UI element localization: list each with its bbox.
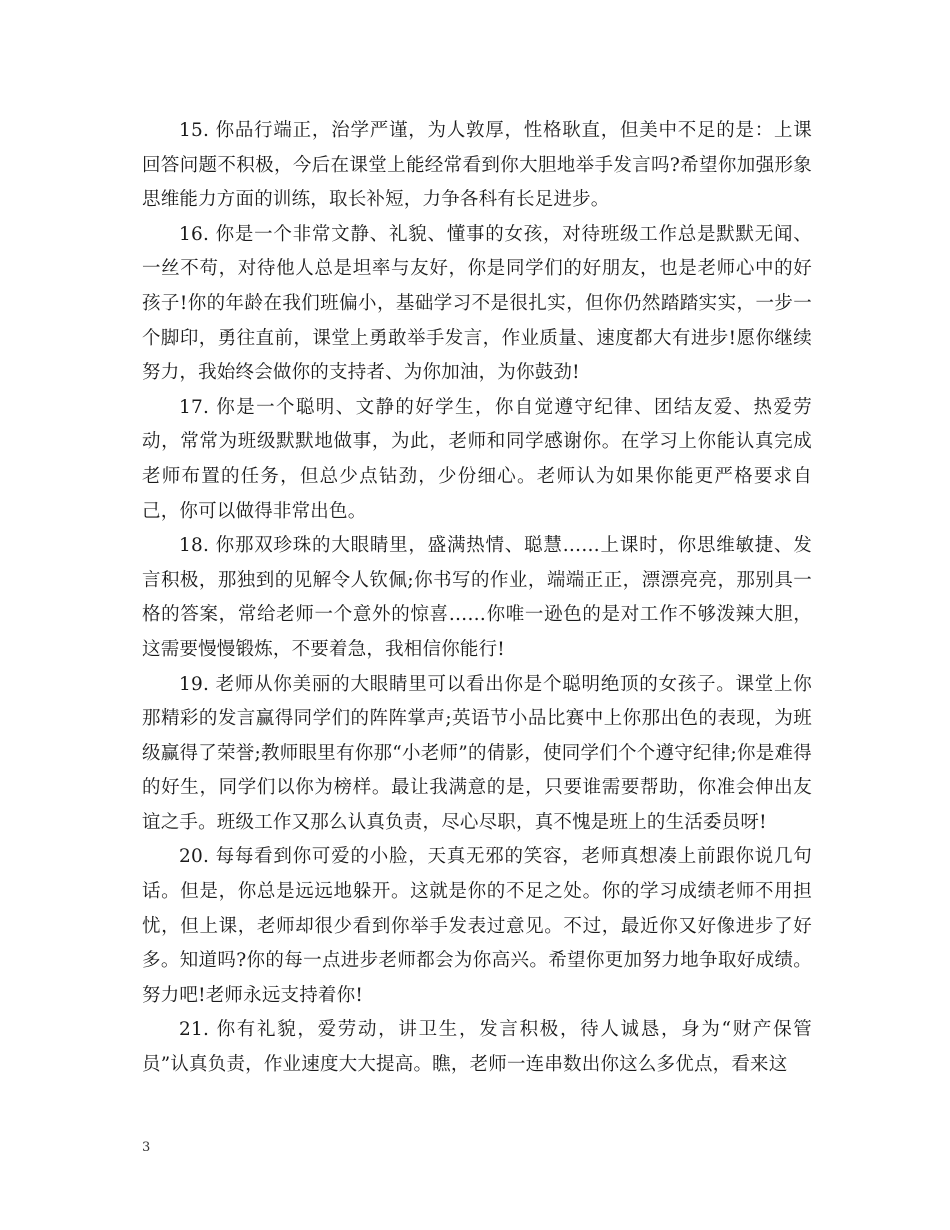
comment-paragraph-19: 19. 老师从你美丽的大眼睛里可以看出你是个聪明绝顶的女孩子。课堂上你那精彩的发言赢得同学们的阵阵掌声;英语节小品比赛中上你那出色的表现，为班级赢得了荣誉;教师眼里有你那“小老师”的倩影，使同学们个个遵守纪律;你是难得的好生，同学们以你为榜样。最让我满意的是，只要谁需要帮助，你准会伸出友谊之手。班级工作又那么认真负责，尽心尽职，真不愧是班上的生活委员呀! bbox=[142, 673, 812, 833]
comment-paragraph-15: 15. 你品行端正，治学严谨，为人敦厚，性格耿直，但美中不足的是：上课回答问题不积极，今后在课堂上能经常看到你大胆地举手发言吗?希望你加强形象思维能力方面的训练，取长补短，力争各科有长足进步。 bbox=[142, 120, 812, 211]
page-body bbox=[142, 114, 812, 1083]
comment-paragraph-17: 17. 你是一个聪明、文静的好学生，你自觉遵守纪律、团结友爱、热爱劳动，常常为班级默默地做事，为此，老师和同学感谢你。在学习上你能认真完成老师布置的任务，但总少点钻劲，少份细心。老师认为如果你能更严格要求自己，你可以做得非常出色。 bbox=[142, 396, 812, 522]
comment-paragraph-18: 18. 你那双珍珠的大眼睛里，盛满热情、聪慧……上课时，你思维敏捷、发言积极，那独到的见解令人钦佩;你书写的作业，端端正正，漂漂亮亮，那别具一格的答案，常给老师一个意外的惊喜……你唯一逊色的是对工作不够泼辣大胆，这需要慢慢锻炼，不要着急，我相信你能行! bbox=[142, 535, 812, 660]
comment-paragraph-20: 20. 每每看到你可爱的小脸，天真无邪的笑容，老师真想凑上前跟你说几句话。但是，你总是远远地躲开。这就是你的不足之处。你的学习成绩老师不用担忧，但上课，老师却很少看到你举手发表过意见。不过，最近你又好像进步了好多。知道吗?你的每一点进步老师都会为你高兴。希望你更加努力地争取好成绩。努力吧!老师永远支持着你! bbox=[142, 846, 812, 1006]
page-number: 3 bbox=[142, 1140, 151, 1155]
comment-paragraph-16: 16. 你是一个非常文静、礼貌、懂事的女孩，对待班级工作总是默默无闻、一丝不苟，对待他人总是坦率与友好，你是同学们的好朋友，也是老师心中的好孩子!你的年龄在我们班偏小，基础学习不是很扎实，但你仍然踏踏实实，一步一个脚印，勇往直前，课堂上勇敢举手发言，作业质量、速度都大有进步!愿你继续努力，我始终会做你的支持者、为你加油，为你鼓劲! bbox=[142, 223, 812, 384]
comment-paragraph-21: 21. 你有礼貌，爱劳动，讲卫生，发言积极，待人诚恳，身为“财产保管员”认真负责，作业速度大大提高。瞧，老师一连串数出你这么多优点，看来这 bbox=[142, 1019, 812, 1076]
